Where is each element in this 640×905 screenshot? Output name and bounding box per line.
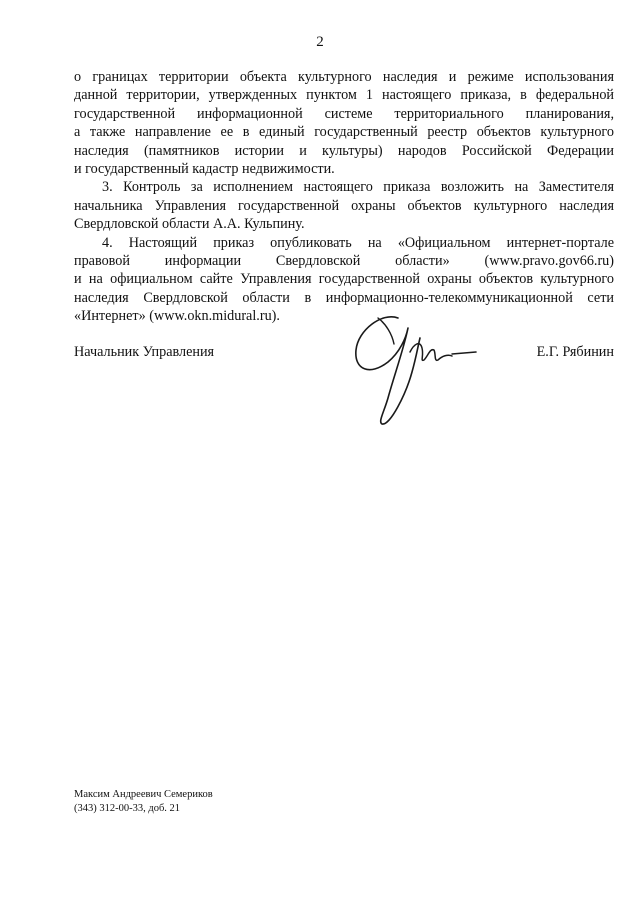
paragraph-4 bbox=[74, 234, 614, 326]
document-body bbox=[74, 68, 614, 325]
signatory-name: Е.Г. Рябинин bbox=[536, 344, 614, 360]
paragraph-3 bbox=[74, 178, 614, 233]
paragraph-continuation bbox=[74, 68, 614, 178]
text-line: наследия Свердловской области в информационно-телекоммуникационной сети bbox=[74, 289, 614, 306]
text-line: и государственный кадастр недвижимости. bbox=[74, 160, 335, 177]
text-line: о границах территории объекта культурного наследия и режиме использования bbox=[74, 69, 614, 85]
page-number: 2 bbox=[316, 34, 324, 50]
text-line: 3. Контроль за исполнением настоящего приказа возложить на Заместителя bbox=[102, 179, 614, 196]
text-line: и на официальном сайте Управления государственной охраны объектов культурного bbox=[74, 271, 614, 288]
handwritten-signature bbox=[348, 310, 488, 428]
executor-info bbox=[74, 788, 213, 816]
text-line: данной территории, утвержденных пунктом 1 настоящего приказа, в федеральной bbox=[74, 87, 614, 104]
text-line: Свердловской области А.А. Кульпину. bbox=[74, 216, 305, 233]
text-line: а также направление ее в единый государственный реестр объектов культурного bbox=[74, 124, 614, 141]
text-line: государственной информационной системе территориального планирования, bbox=[74, 105, 614, 122]
text-line: правовой информации Свердловской области» (www.pravo.gov66.ru) bbox=[74, 252, 614, 269]
executor-phone: (343) 312-00-33, доб. 21 bbox=[74, 803, 181, 814]
signatory-role: Начальник Управления bbox=[74, 344, 215, 360]
text-line: 4. Настоящий приказ опубликовать на «Официальном интернет-портале bbox=[102, 234, 614, 251]
text-line: наследия (памятников истории и культуры) народов Российской Федерации bbox=[74, 142, 614, 159]
text-line: начальника Управления государственной охраны объектов культурного наследия bbox=[74, 197, 614, 214]
signature-block bbox=[74, 343, 614, 361]
executor-name: Максим Андреевич Семериков bbox=[74, 789, 213, 800]
text-line: «Интернет» (www.okn.midural.ru). bbox=[74, 308, 280, 325]
